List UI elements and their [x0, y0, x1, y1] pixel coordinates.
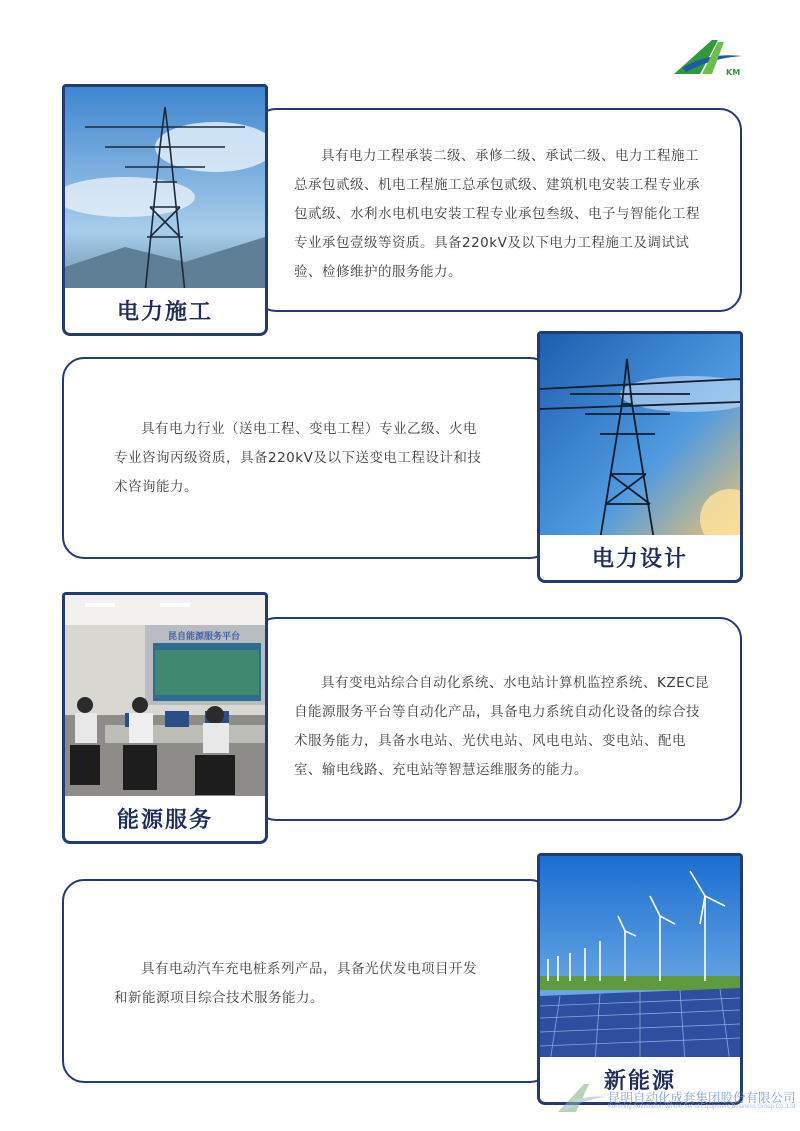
- section-text: 具有电动汽车充电桩系列产品，具备光伏发电项目开发和新能源项目综合技术服务能力。: [114, 961, 477, 1006]
- footer-company-name-en: Kunming Automation Whole Set of Equipment Business Group Co.,Ltd: [608, 1104, 796, 1110]
- power-tower-photo: [62, 84, 268, 296]
- logo-text: KM: [726, 68, 741, 77]
- company-logo: [672, 38, 744, 78]
- section-text: 具有电力工程承装二级、承修二级、承试二级、电力工程施工总承包贰级、机电工程施工总承包贰级、建筑机电安装工程专业承包贰级、水利水电机电安装工程专业承包叁级、电子与智能化工程专业承包壹级等资质。具备220kV及以下电力工程施工及调试试验、检修维护的服务能力。: [294, 148, 700, 280]
- section-card-new-energy: [62, 879, 552, 1083]
- section-title-power-design: 电力设计: [537, 535, 743, 583]
- section-card-power-construction: [254, 108, 742, 312]
- wind-solar-photo: [537, 853, 743, 1065]
- footer-company-name: 昆明自动化成套集团股份有限公司: [608, 1090, 796, 1105]
- section-card-power-design: [62, 357, 552, 559]
- section-card-energy-service: [254, 617, 742, 821]
- footer-logo: [556, 1082, 608, 1114]
- section-title-new-energy: 新能源: [537, 1057, 743, 1105]
- control-room-photo: [62, 592, 268, 804]
- power-tower-sunset-photo: [537, 331, 743, 543]
- section-title-energy-service: 能源服务: [62, 796, 268, 844]
- section-text: 具有电力行业（送电工程、变电工程）专业乙级、火电专业咨询丙级资质，具备220kV及以下送变电工程设计和技术咨询能力。: [114, 421, 482, 495]
- section-title-power-construction: 电力施工: [62, 288, 268, 336]
- screen-banner-text: 昆自能源服务平台: [168, 632, 241, 642]
- section-text: 具有变电站综合自动化系统、水电站计算机监控系统、KZEC昆自能源服务平台等自动化产品，具备电力系统自动化设备的综合技术服务能力，具备水电站、光伏电站、风电电站、变电站、配电室、输电线路、充电站等智慧运维服务的能力。: [294, 675, 710, 778]
